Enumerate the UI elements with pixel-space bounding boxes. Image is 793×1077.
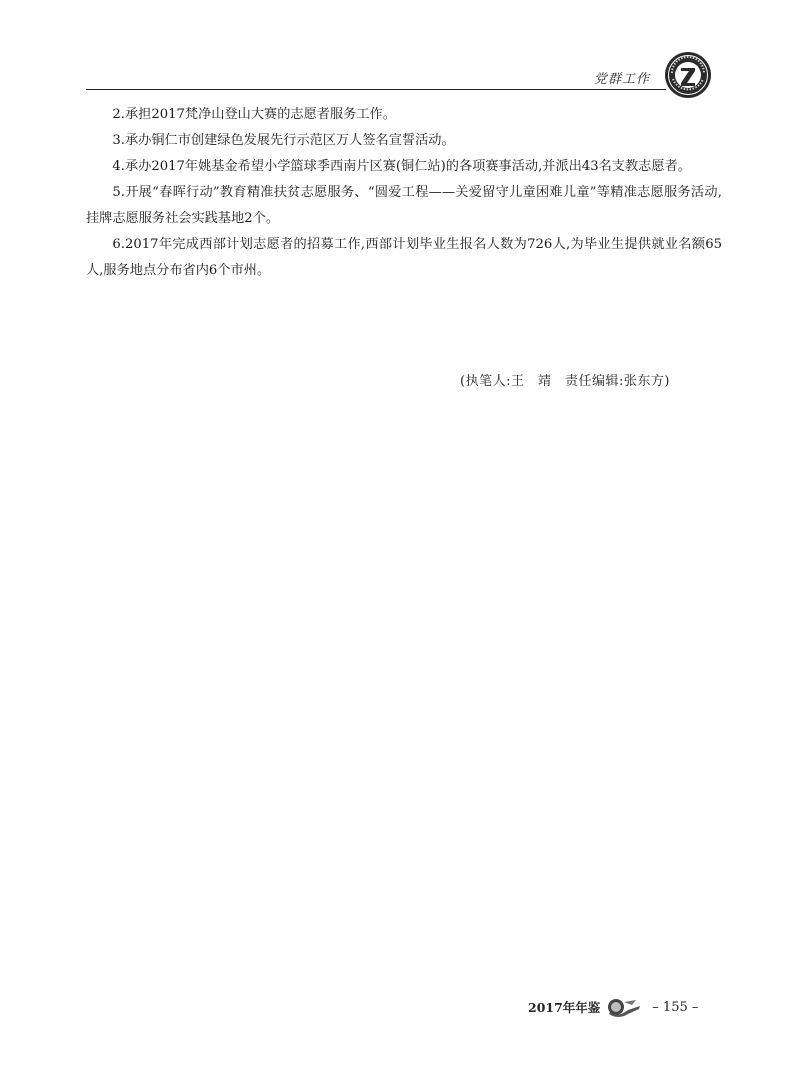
article-body — [86, 102, 722, 284]
paragraph-item: 5.开展“春晖行动”教育精准扶贫志愿服务、“圆爱工程——关爱留守儿童困难儿童”等精准志愿服务活动,挂牌志愿服务社会实践基地2个。 — [86, 185, 722, 226]
page-footer — [528, 994, 698, 1020]
paragraph-item: 3.承办铜仁市创建绿色发展先行示范区万人签名宣誓活动。 — [112, 133, 455, 148]
page-number: – 155 – — [652, 999, 699, 1015]
yearbook-label: 2017年年鉴 — [528, 1000, 601, 1015]
paragraph-item: 2.承担2017梵净山登山大赛的志愿者服务工作。 — [112, 107, 396, 122]
paragraph-item: 4.承办2017年姚基金希望小学篮球季西南片区赛(铜仁站)的各项赛事活动,并派出43名支教志愿者。 — [112, 159, 691, 174]
header-divider — [86, 89, 666, 90]
section-title: 党群工作 — [594, 72, 651, 87]
university-seal-icon — [664, 51, 712, 99]
author-credit: (执笔人:王 靖 责任编辑:张东方) — [460, 374, 670, 389]
yearbook-emblem-icon — [606, 996, 642, 1018]
paragraph-item: 6.2017年完成西部计划志愿者的招募工作,西部计划毕业生报名人数为726人,为毕业生提供就业名额65人,服务地点分布省内6个市州。 — [86, 237, 722, 278]
